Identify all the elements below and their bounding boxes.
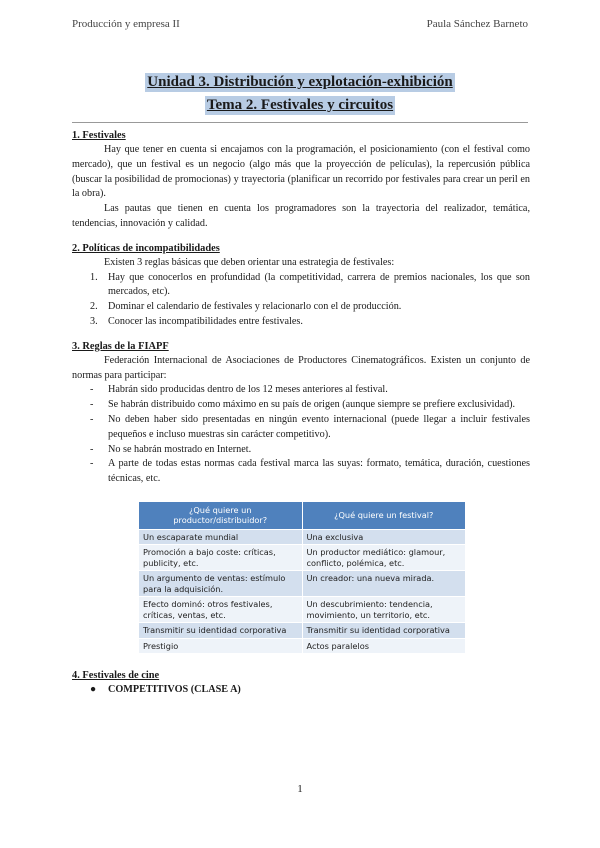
table-cell: Un argumento de ventas: estímulo para la adquisición.: [139, 571, 303, 597]
section-heading-fiapf: 3. Reglas de la FIAPF: [72, 340, 169, 352]
list-item: [72, 383, 530, 398]
table-cell: Efecto dominó: otros festivales, críticas, ventas, etc.: [139, 597, 303, 623]
list-item-text: No se habrán mostrado en Internet.: [108, 443, 252, 455]
table-cell: Actos paralelos: [302, 638, 466, 654]
list-item-text: Dominar el calendario de festivales y relacionarlo con el de producción.: [108, 301, 402, 313]
table-header-festival: ¿Qué quiere un festival?: [302, 501, 466, 529]
comparison-table-wrapper: [138, 501, 466, 655]
list-item: [72, 457, 530, 487]
list-item-text: COMPETITIVOS (CLASE A): [108, 684, 241, 696]
title-block: [0, 71, 600, 117]
comparison-table: [138, 501, 466, 655]
table-cell: Promoción a bajo coste: críticas, publicity, etc.: [139, 545, 303, 571]
paragraph: Existen 3 reglas básicas que deben orientar una estrategia de festivales:: [104, 256, 395, 268]
list-number: 3.: [90, 315, 98, 327]
table-row: [139, 545, 466, 571]
table-cell: Un productor mediático: glamour, conflicto, polémica, etc.: [302, 545, 466, 571]
table-header-producer: ¿Qué quiere un productor/distribuidor?: [139, 501, 303, 529]
bullet-list: [72, 683, 530, 698]
section-heading-festivales-cine: 4. Festivales de cine: [72, 670, 160, 682]
list-item: [72, 413, 530, 443]
list-item-text: Habrán sido producidas dentro de los 12 meses anteriores al festival.: [108, 384, 388, 396]
list-number: 2.: [90, 301, 98, 313]
list-item-text: Se habrán distribuido como máximo en su país de origen (aunque siempre se prefiere exclusividad).: [108, 399, 516, 411]
section-heading-festivales: 1. Festivales: [72, 130, 126, 141]
list-item: [72, 300, 530, 315]
list-item: [72, 683, 530, 698]
dash-marker: -: [90, 399, 94, 411]
paragraph: Federación Internacional de Asociaciones de Productores Cinematográficos. Existen un conjunto de normas para participar:: [72, 354, 530, 381]
paragraph: Hay que tener en cuenta si encajamos con la programación, el posicionamiento (con el festival como mercado), que un festival es un negocio (algo más que la proyección de películas), la repercusión pública (buscar la posibilidad de promocionas) y trayectoria (planificar un recorrido por festivales para crear un peril en la obra).: [72, 144, 530, 200]
unit-title: Unidad 3. Distribución y explotación-exhibición: [147, 74, 453, 90]
table-row: [139, 529, 466, 545]
dash-marker: -: [90, 413, 94, 425]
dash-marker: -: [90, 443, 94, 455]
dash-list: [72, 383, 530, 487]
list-item-text: No deben haber sido presentadas en ningún evento internacional (puede llegar a incluir festivales pequeños e incluso muestras sin carácter competitivo).: [108, 413, 530, 440]
list-item: [72, 443, 530, 458]
section-heading-politicas: 2. Políticas de incompatibilidades: [72, 242, 220, 254]
table-cell: Transmitir su identidad corporativa: [139, 623, 303, 639]
bullet-icon: ●: [90, 684, 97, 696]
table-header-row: [139, 501, 466, 529]
list-item-text: Conocer las incompatibilidades entre festivales.: [108, 315, 303, 327]
table-cell: Prestigio: [139, 638, 303, 654]
page-number: 1: [297, 783, 303, 795]
list-item-text: A parte de todas estas normas cada festival marca las suyas: formato, temática, duración, cuestiones técnicas, etc.: [108, 458, 530, 485]
numbered-list: [72, 271, 530, 330]
list-item-text: Hay que conocerlos en profundidad (la competitividad, carrera de premios nacionales, los que son mercados, etc).: [108, 271, 530, 298]
table-row: [139, 638, 466, 654]
table-cell: Un escaparate mundial: [139, 529, 303, 545]
dash-marker: -: [90, 384, 94, 396]
table-row: [139, 571, 466, 597]
table-cell: Un descubrimiento: tendencia, movimiento, un territorio, etc.: [302, 597, 466, 623]
table-cell: Un creador: una nueva mirada.: [302, 571, 466, 597]
table-row: [139, 597, 466, 623]
header-author: Paula Sánchez Barneto: [426, 18, 528, 30]
header-course: Producción y empresa II: [72, 18, 180, 30]
dash-marker: -: [90, 458, 94, 470]
topic-title: Tema 2. Festivales y circuitos: [206, 97, 394, 113]
list-item: [72, 398, 530, 413]
paragraph: Las pautas que tienen en cuenta los programadores son la trayectoria del realizador, temática, tendencias, innovación y calidad.: [72, 203, 530, 229]
list-number: 1.: [90, 271, 98, 283]
table-cell: Una exclusiva: [302, 529, 466, 545]
table-cell: Transmitir su identidad corporativa: [302, 623, 466, 639]
list-item: [72, 315, 530, 330]
title-divider: [72, 122, 528, 123]
table-row: [139, 623, 466, 639]
list-item: [72, 271, 530, 301]
document-body: [72, 128, 530, 698]
